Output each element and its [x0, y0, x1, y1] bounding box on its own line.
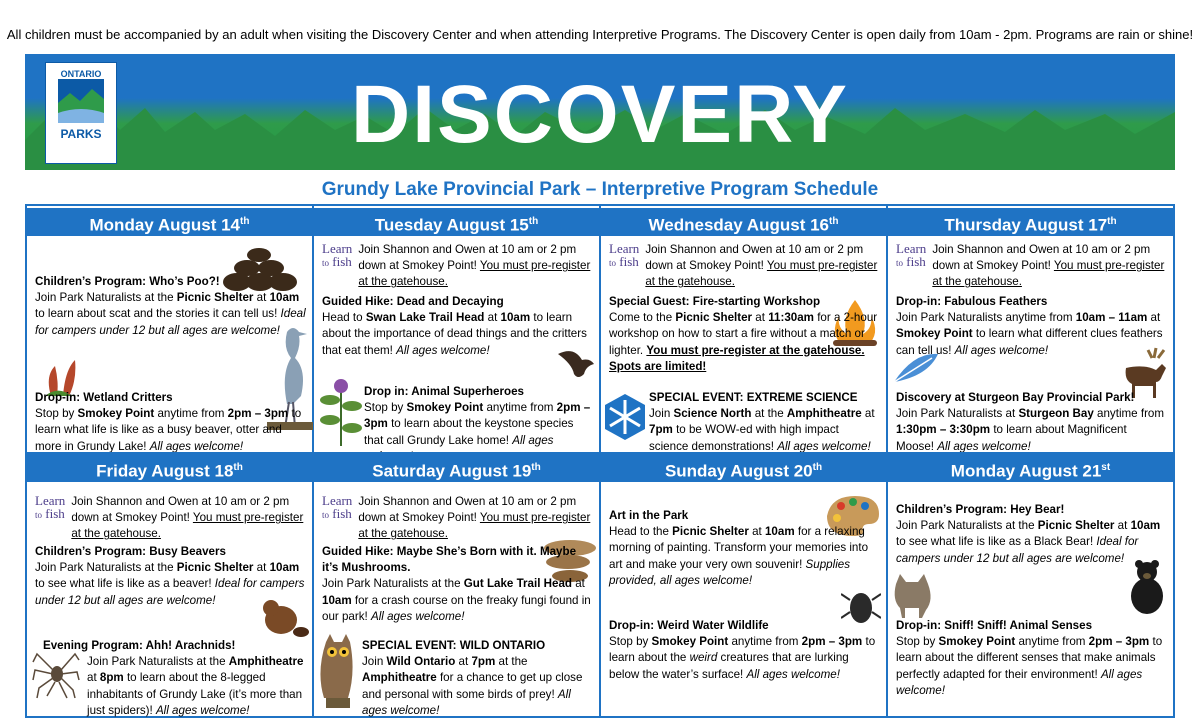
logo-parks-text: PARKS — [60, 127, 102, 141]
day-cell-mon21 — [888, 452, 1173, 716]
learn-to-fish-logo: Learn to fish — [35, 493, 66, 521]
feather-icon — [892, 352, 940, 388]
day-header: Thursday August 17th — [888, 208, 1173, 236]
day-cell-tue15 — [314, 206, 601, 452]
day-cell-wed16 — [601, 206, 888, 452]
day-cell-mon14 — [27, 206, 314, 452]
program-block-2: Drop in: Animal Superheroes Stop by Smokey Point anytime from 2pm – 3pm to learn about the keystone species that call Grundy Lake home! All ages — [364, 385, 591, 447]
program-block-1: Guided Hike: Dead and Decaying Head to Swan Lake Trail Head at 10am to learn about the importance of dead things and the critters that eat them! All ages welcome! — [322, 295, 587, 357]
banner-title: DISCOVERY — [351, 69, 849, 160]
program-block-1: Drop-in: Fabulous Feathers Join Park Naturalists anytime from 10am – 11am at Smokey Point to learn what different clues feathers can tell us! All ages welcome! — [896, 295, 1163, 357]
learn-to-fish-logo: Learn to fish — [322, 241, 353, 269]
learn-to-fish-logo: Learn to fish — [322, 493, 353, 521]
schedule-grid — [25, 204, 1175, 718]
discovery-banner — [25, 54, 1175, 170]
page-subtitle: Grundy Lake Provincial Park – Interpretive Program Schedule — [321, 179, 879, 200]
learn-to-fish-block: Learn to fish Join Shannon and Owen at 10 am or 2 pm down at Smokey Point! You must pre-register at the gatehouse. — [314, 494, 599, 543]
program-block-1: Children’s Program: Hey Bear! Join Park Naturalists at the Picnic Shelter at 10am to see what life is like as a Black Bear! Ideal for campers under 12 but all ages are welcome! — [896, 503, 1161, 565]
day-cell-sat19 — [314, 452, 601, 716]
learn-to-fish-block: Learn to fish Join Shannon and Owen at 10 am or 2 pm down at Smokey Point! You must pre-register at the gatehouse. — [314, 242, 599, 291]
day-header: Sunday August 20th — [601, 454, 886, 482]
day-header: Monday August 21st — [888, 454, 1173, 482]
learn-to-fish-block: Learn to fish Join Shannon and Owen at 10 am or 2 pm down at Smokey Point! You must pre-register at the gatehouse. — [888, 242, 1173, 291]
black-bear-icon — [1124, 560, 1170, 618]
learn-to-fish-logo: Learn to fish — [896, 241, 927, 269]
row-divider — [27, 452, 1173, 454]
learn-to-fish-block: Learn to fish Join Shannon and Owen at 10 am or 2 pm down at Smokey Point! You must pre-register at the gatehouse. — [601, 242, 886, 291]
wolf-icon — [890, 570, 938, 618]
day-header: Friday August 18th — [27, 454, 312, 482]
program-block-2: Discovery at Sturgeon Bay Provincial Park! Join Park Naturalists at Sturgeon Bay anytime from 1:30pm – 3:30pm to learn about Magnificent Moose! All ages welcome! — [896, 391, 1165, 453]
vulture-icon — [556, 342, 596, 382]
day-cell-fri18 — [27, 452, 314, 716]
program-block-1: Art in the Park Head to the Picnic Shelter at 10am for a relaxing morning of painting. Transform your memories into art and make your very own souvenir! Supplies provided, all ages welcome! — [609, 509, 869, 587]
program-block-1: Guided Hike: Maybe She’s Born with it. Maybe it’s Mushrooms. Join Park Naturalists at the Gut Lake Trail Head at 10am for a crash course on the freaky fungi found in our park! All ages welcome! — [322, 545, 591, 623]
day-header: Saturday August 19th — [314, 454, 599, 482]
program-block-1: Special Guest: Fire-starting Workshop Come to the Picnic Shelter at 11:30am for a 2-hour workshop on how to start a fire without a match or lighter. You must pre-register at the gatehouse. Spots are limited! — [609, 295, 878, 373]
day-header: Monday August 14th — [27, 208, 312, 236]
program-block-2: Drop-in: Weird Water Wildlife Stop by Smokey Point anytime from 2pm – 3pm to learn about the weird creatures that are lurking below the water’s surface! All ages welcome! — [609, 619, 876, 681]
learn-to-fish-block: Learn to fish Join Shannon and Owen at 10 am or 2 pm down at Smokey Point! You must pre-register at the gatehouse. — [27, 494, 312, 543]
program-block-2: SPECIAL EVENT: WILD ONTARIO Join Wild Ontario at 7pm at the Amphitheatre for a chance to get up close and personal with some birds of prey! All ages welcome! — [362, 639, 583, 717]
logo-ontario-text: ONTARIO — [60, 69, 102, 79]
learn-to-fish-logo: Learn to fish — [609, 241, 640, 269]
program-block-1: Children’s Program: Who’s Poo?! Join Park Naturalists at the Picnic Shelter at 10am to learn about scat and the stories it can tell us! Ideal for campers under 12 but all ages are welcome! — [35, 275, 306, 337]
program-block-2: SPECIAL EVENT: EXTREME SCIENCE Join Science North at the Amphitheatre at 7pm to be WOW-ed with high impact science demonstrations! All ages welcome! — [649, 391, 875, 453]
beaver-icon — [257, 594, 309, 640]
day-cell-thu17 — [888, 206, 1173, 452]
day-header: Tuesday August 15th — [314, 208, 599, 236]
day-cell-sun20 — [601, 452, 888, 716]
program-block-2: Drop-in: Wetland Critters Stop by Smokey Point anytime from 2pm – 3pm to learn what life is like as a busy beaver, otter and more in Grundy Lake! All ages welcome! — [35, 391, 302, 453]
notice-text: All children must be accompanied by an adult when visiting the Discovery Center and when attending Interpretive Programs. The Discovery Center is open daily from 10am - 2pm. Programs are rain or shine! — [6, 27, 1194, 42]
program-block-1: Children’s Program: Busy Beavers Join Park Naturalists at the Picnic Shelter at 10am to see what life is like as a beaver! Ideal for campers under 12 but all ages are welcome! — [35, 545, 305, 607]
program-block-2: Drop-in: Sniff! Sniff! Animal Senses Stop by Smokey Point anytime from 2pm – 3pm to learn about the different senses that make animals perfectly adapted for their environment! All ages welcome! — [896, 619, 1163, 697]
program-block-2: Evening Program: Ahh! Arachnids! Join Park Naturalists at the Amphitheatre at 8pm to learn about the 8-legged inhabitants of Grundy Lake (it’s more than just spiders)! All ages welcome! — [43, 639, 304, 717]
day-header: Wednesday August 16th — [601, 208, 886, 236]
